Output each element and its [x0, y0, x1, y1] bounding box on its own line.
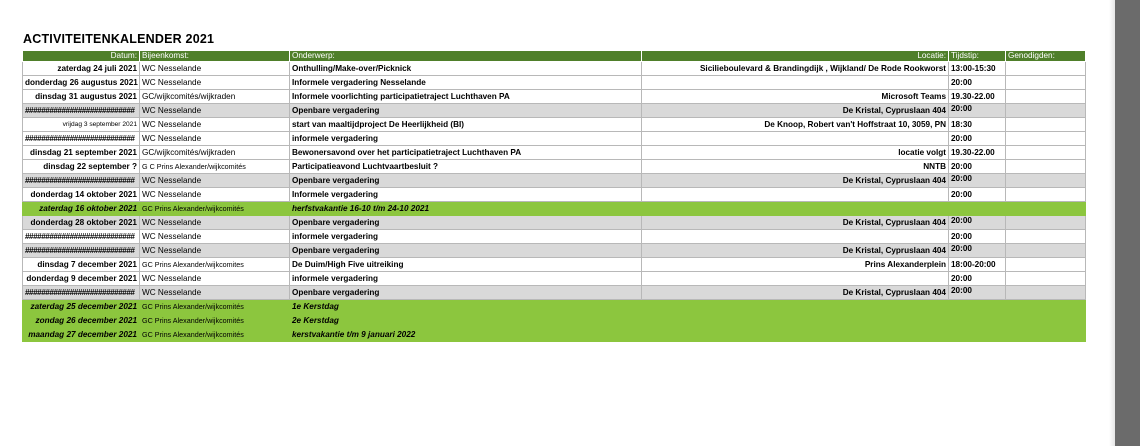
tijdstip-cell[interactable]	[949, 314, 1006, 328]
tijdstip-cell[interactable]: 19.30-22.00	[949, 90, 1006, 104]
table-row	[23, 230, 1086, 244]
onderwerp-cell[interactable]: Informele vergadering	[290, 188, 642, 202]
bijeenkomst-cell[interactable]: WC Nesselande	[140, 272, 290, 286]
bijeenkomst-cell[interactable]: WC Nesselande	[140, 104, 290, 118]
genodigden-cell[interactable]	[1006, 216, 1086, 230]
genodigden-cell[interactable]	[1006, 202, 1086, 216]
tijdstip-cell[interactable]: 20:00	[949, 132, 1006, 146]
table-row	[23, 314, 1086, 328]
genodigden-cell[interactable]	[1006, 146, 1086, 160]
onderwerp-cell[interactable]: start van maaltijdproject De Heerlijkheid (BI)	[290, 118, 642, 132]
header-row	[23, 51, 1086, 62]
locatie-cell[interactable]	[642, 132, 949, 146]
table-row	[23, 286, 1086, 300]
tijdstip-cell[interactable]: 20:00	[949, 286, 1006, 300]
table-row	[23, 216, 1086, 230]
table-row	[23, 174, 1086, 188]
genodigden-cell[interactable]	[1006, 118, 1086, 132]
table-row	[23, 202, 1086, 216]
header-tijdstip: Tijdstip:	[949, 51, 1006, 62]
tijdstip-cell[interactable]: 20:00	[949, 272, 1006, 286]
locatie-cell[interactable]	[642, 76, 949, 90]
genodigden-cell[interactable]	[1006, 272, 1086, 286]
date-cell[interactable]: vrijdag 3 september 2021	[23, 118, 140, 132]
genodigden-cell[interactable]	[1006, 230, 1086, 244]
activity-calendar-table	[22, 50, 1086, 342]
locatie-cell[interactable]: Sicilieboulevard & Brandingdijk , Wijkland/ De Rode Rookworst	[642, 62, 949, 76]
locatie-cell[interactable]	[642, 328, 949, 342]
date-cell[interactable]: ###########################	[23, 286, 140, 300]
genodigden-cell[interactable]	[1006, 328, 1086, 342]
onderwerp-cell[interactable]: informele vergadering	[290, 230, 642, 244]
tijdstip-cell[interactable]: 13:00-15:30	[949, 62, 1006, 76]
genodigden-cell[interactable]	[1006, 244, 1086, 258]
header-onderwerp: Onderwerp:	[290, 51, 642, 62]
onderwerp-cell[interactable]: informele vergadering	[290, 132, 642, 146]
table-row	[23, 104, 1086, 118]
header-datum: Datum:	[23, 51, 140, 62]
onderwerp-cell[interactable]: Openbare vergadering	[290, 244, 642, 258]
onderwerp-cell[interactable]: 2e Kerstdag	[290, 314, 642, 328]
date-cell[interactable]: dinsdag 7 december 2021	[23, 258, 140, 272]
genodigden-cell[interactable]	[1006, 160, 1086, 174]
locatie-cell[interactable]	[642, 202, 949, 216]
locatie-cell[interactable]	[642, 188, 949, 202]
header-genodigden: Genodigden:	[1006, 51, 1086, 62]
bijeenkomst-cell[interactable]: GC Prins Alexander/wijkcomités	[140, 328, 290, 342]
tijdstip-cell[interactable]: 20:00	[949, 216, 1006, 230]
table-row	[23, 160, 1086, 174]
onderwerp-cell[interactable]: informele vergadering	[290, 272, 642, 286]
date-cell[interactable]: dinsdag 21 september 2021	[23, 146, 140, 160]
table-row	[23, 146, 1086, 160]
onderwerp-cell[interactable]: 1e Kerstdag	[290, 300, 642, 314]
header-locatie: Locatie:	[642, 51, 949, 62]
locatie-cell[interactable]: Microsoft Teams	[642, 90, 949, 104]
bijeenkomst-cell[interactable]: GC Prins Alexander/wijkcomites	[140, 258, 290, 272]
onderwerp-cell[interactable]: Bewonersavond over het participatietraject Luchthaven PA	[290, 146, 642, 160]
date-cell[interactable]: zaterdag 25 december 2021	[23, 300, 140, 314]
locatie-cell[interactable]: locatie volgt	[642, 146, 949, 160]
locatie-cell[interactable]: Prins Alexanderplein	[642, 258, 949, 272]
tijdstip-cell[interactable]: 20:00	[949, 188, 1006, 202]
tijdstip-cell[interactable]: 18:30	[949, 118, 1006, 132]
bijeenkomst-cell[interactable]: GC/wijkcomités/wijkraden	[140, 90, 290, 104]
header-bijeenkomst: Bijeenkomst:	[140, 51, 290, 62]
table-row	[23, 328, 1086, 342]
table-row	[23, 76, 1086, 90]
vertical-scrollbar[interactable]	[1115, 0, 1140, 446]
table-row	[23, 272, 1086, 286]
date-cell[interactable]: donderdag 14 oktober 2021	[23, 188, 140, 202]
genodigden-cell[interactable]	[1006, 300, 1086, 314]
page-title: ACTIVITEITENKALENDER 2021	[23, 32, 215, 46]
genodigden-cell[interactable]	[1006, 62, 1086, 76]
bijeenkomst-cell[interactable]: WC Nesselande	[140, 286, 290, 300]
genodigden-cell[interactable]	[1006, 132, 1086, 146]
calendar-body	[23, 62, 1086, 342]
onderwerp-cell[interactable]: Participatieavond Luchtvaartbesluit ?	[290, 160, 642, 174]
locatie-cell[interactable]	[642, 272, 949, 286]
date-cell[interactable]: zondag 26 december 2021	[23, 314, 140, 328]
bijeenkomst-cell[interactable]: WC Nesselande	[140, 118, 290, 132]
table-row	[23, 188, 1086, 202]
bijeenkomst-cell[interactable]: GC/wijkcomités/wijkraden	[140, 146, 290, 160]
date-cell[interactable]: zaterdag 16 oktober 2021	[23, 202, 140, 216]
locatie-cell[interactable]: De Kristal, Cypruslaan 404	[642, 216, 949, 230]
onderwerp-cell[interactable]: Informele voorlichting participatietraject Luchthaven PA	[290, 90, 642, 104]
date-cell[interactable]: ###########################	[23, 104, 140, 118]
locatie-cell[interactable]: NNTB	[642, 160, 949, 174]
locatie-cell[interactable]: De Kristal, Cypruslaan 404	[642, 244, 949, 258]
date-cell[interactable]: dinsdag 22 september ?	[23, 160, 140, 174]
bijeenkomst-cell[interactable]: WC Nesselande	[140, 174, 290, 188]
bijeenkomst-cell[interactable]: WC Nesselande	[140, 76, 290, 90]
date-cell[interactable]: dinsdag 31 augustus 2021	[23, 90, 140, 104]
onderwerp-cell[interactable]: De Duim/High Five uitreiking	[290, 258, 642, 272]
table-row	[23, 62, 1086, 76]
locatie-cell[interactable]: De Knoop, Robert van't Hoffstraat 10, 3059, PN	[642, 118, 949, 132]
onderwerp-cell[interactable]: Onthulling/Make-over/Picknick	[290, 62, 642, 76]
table-row	[23, 118, 1086, 132]
bijeenkomst-cell[interactable]: GC Prins Alexander/wijkcomités	[140, 314, 290, 328]
onderwerp-cell[interactable]: Informele vergadering Nesselande	[290, 76, 642, 90]
date-cell[interactable]: ###########################	[23, 174, 140, 188]
locatie-cell[interactable]: De Kristal, Cypruslaan 404	[642, 286, 949, 300]
tijdstip-cell[interactable]: 19.30-22.00	[949, 146, 1006, 160]
bijeenkomst-cell[interactable]: GC Prins Alexander/wijkcomités	[140, 202, 290, 216]
onderwerp-cell[interactable]: kerstvakantie t/m 9 januari 2022	[290, 328, 642, 342]
table-row	[23, 258, 1086, 272]
onderwerp-cell[interactable]: Openbare vergadering	[290, 174, 642, 188]
bijeenkomst-cell[interactable]: WC Nesselande	[140, 230, 290, 244]
date-cell[interactable]: ###########################	[23, 244, 140, 258]
genodigden-cell[interactable]	[1006, 258, 1086, 272]
tijdstip-cell[interactable]	[949, 202, 1006, 216]
bijeenkomst-cell[interactable]: WC Nesselande	[140, 62, 290, 76]
tijdstip-cell[interactable]: 20:00	[949, 160, 1006, 174]
table-row	[23, 132, 1086, 146]
table-row	[23, 90, 1086, 104]
genodigden-cell[interactable]	[1006, 90, 1086, 104]
tijdstip-cell[interactable]	[949, 300, 1006, 314]
tijdstip-cell[interactable]	[949, 328, 1006, 342]
tijdstip-cell[interactable]: 20:00	[949, 244, 1006, 258]
onderwerp-cell[interactable]: herfstvakantie 16-10 t/m 24-10 2021	[290, 202, 642, 216]
locatie-cell[interactable]: De Kristal, Cypruslaan 404	[642, 104, 949, 118]
date-cell[interactable]: zaterdag 24 juli 2021	[23, 62, 140, 76]
date-cell[interactable]: ###########################	[23, 230, 140, 244]
genodigden-cell[interactable]	[1006, 286, 1086, 300]
date-cell[interactable]: maandag 27 december 2021	[23, 328, 140, 342]
bijeenkomst-cell[interactable]: WC Nesselande	[140, 244, 290, 258]
tijdstip-cell[interactable]: 20:00	[949, 104, 1006, 118]
genodigden-cell[interactable]	[1006, 76, 1086, 90]
table-row	[23, 244, 1086, 258]
genodigden-cell[interactable]	[1006, 174, 1086, 188]
genodigden-cell[interactable]	[1006, 104, 1086, 118]
bijeenkomst-cell[interactable]: WC Nesselande	[140, 132, 290, 146]
table-row	[23, 300, 1086, 314]
genodigden-cell[interactable]	[1006, 314, 1086, 328]
locatie-cell[interactable]	[642, 300, 949, 314]
onderwerp-cell[interactable]: Openbare vergadering	[290, 286, 642, 300]
date-cell[interactable]: donderdag 28 oktober 2021	[23, 216, 140, 230]
locatie-cell[interactable]	[642, 230, 949, 244]
tijdstip-cell[interactable]: 18:00-20:00	[949, 258, 1006, 272]
tijdstip-cell[interactable]: 20:00	[949, 230, 1006, 244]
onderwerp-cell[interactable]: Openbare vergadering	[290, 216, 642, 230]
locatie-cell[interactable]	[642, 314, 949, 328]
date-cell[interactable]: donderdag 26 augustus 2021	[23, 76, 140, 90]
locatie-cell[interactable]: De Kristal, Cypruslaan 404	[642, 174, 949, 188]
tijdstip-cell[interactable]: 20:00	[949, 174, 1006, 188]
date-cell[interactable]: donderdag 9 december 2021	[23, 272, 140, 286]
tijdstip-cell[interactable]: 20:00	[949, 76, 1006, 90]
genodigden-cell[interactable]	[1006, 188, 1086, 202]
bijeenkomst-cell[interactable]: G C Prins Alexander/wijkcomités	[140, 160, 290, 174]
bijeenkomst-cell[interactable]: WC Nesselande	[140, 216, 290, 230]
bijeenkomst-cell[interactable]: WC Nesselande	[140, 188, 290, 202]
bijeenkomst-cell[interactable]: GC Prins Alexander/wijkcomités	[140, 300, 290, 314]
date-cell[interactable]: ###########################	[23, 132, 140, 146]
onderwerp-cell[interactable]: Openbare vergadering	[290, 104, 642, 118]
